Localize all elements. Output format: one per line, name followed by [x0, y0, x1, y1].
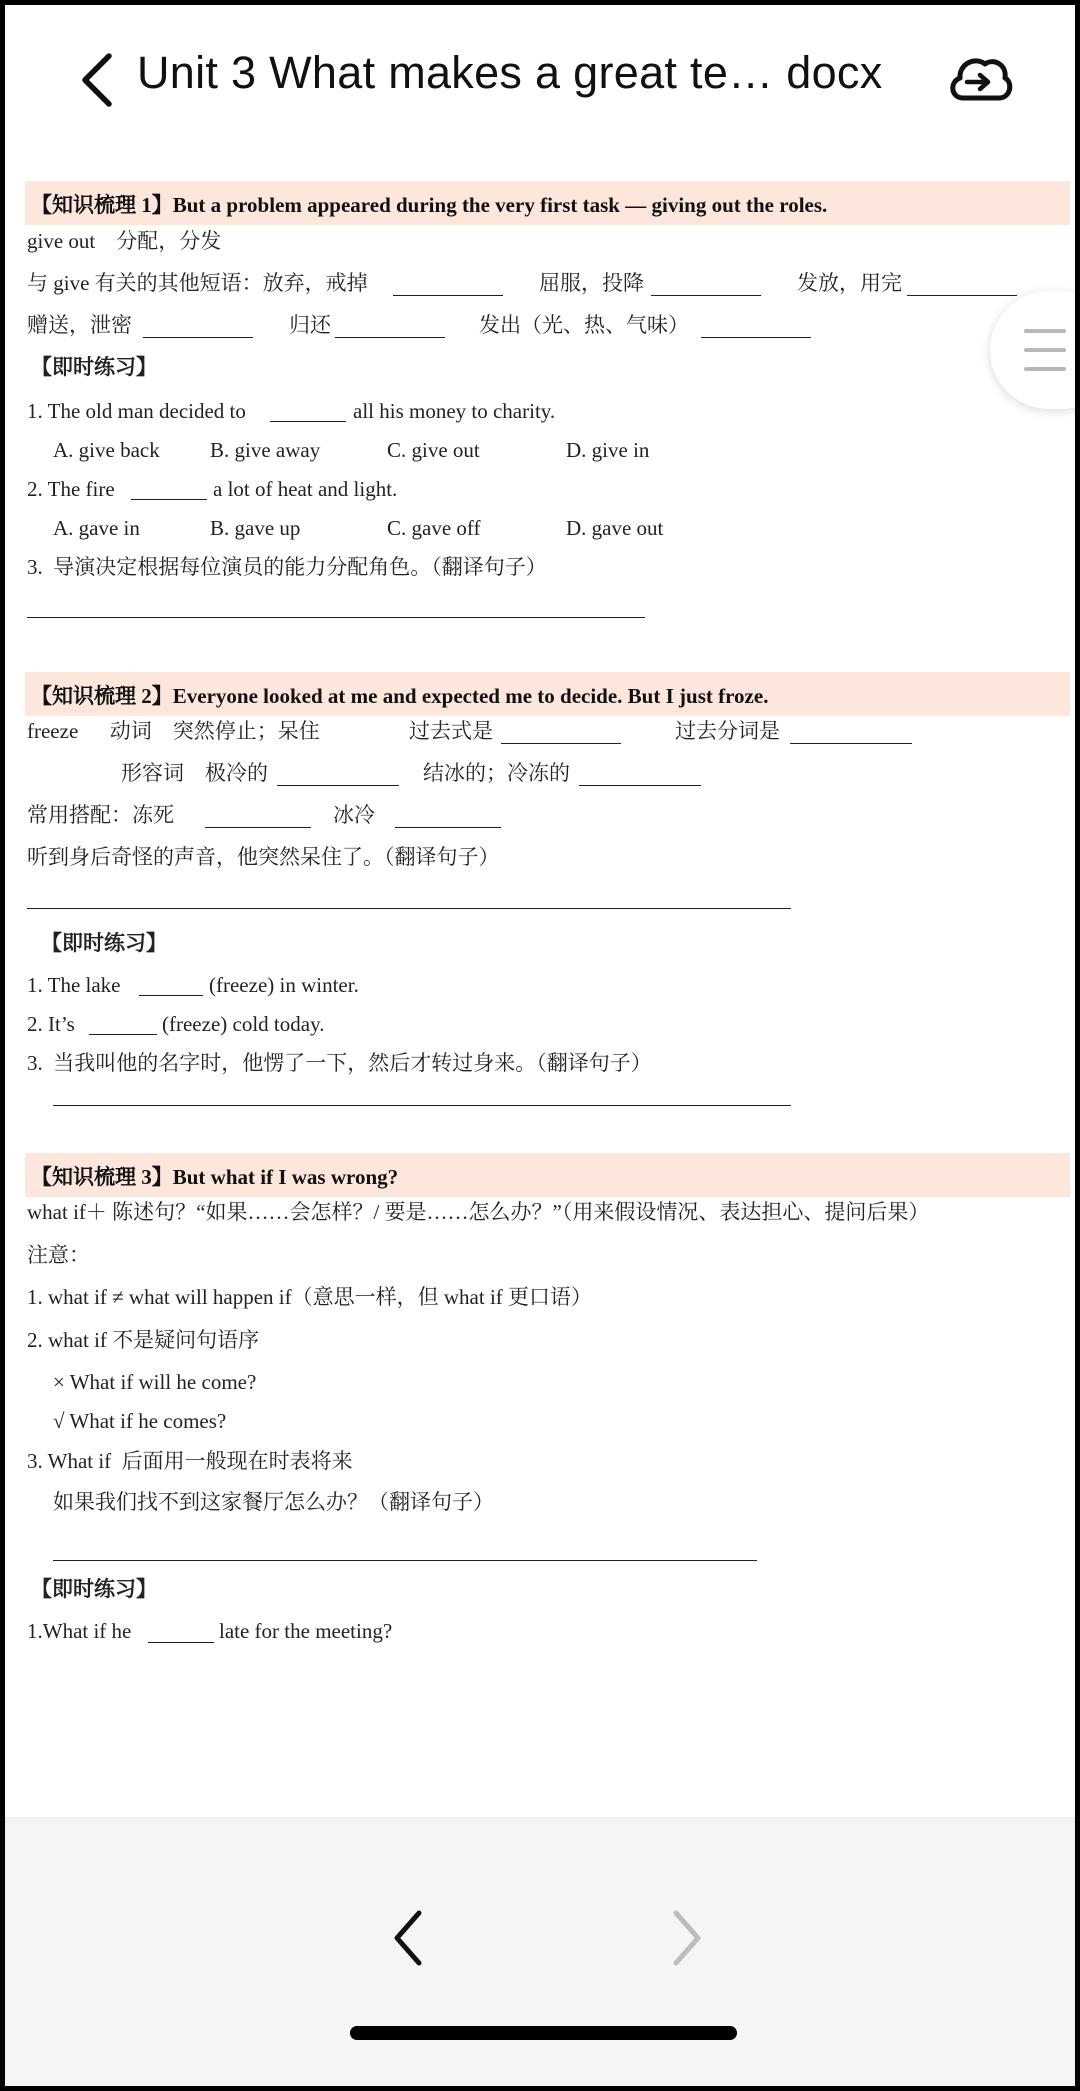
s1-q3-translate: 3. 导演决定根据每位演员的能力分配角色。（翻译句子） [27, 555, 547, 579]
s1-phrase-give-out: 发放，用完 [797, 271, 902, 295]
s1-q1-start: 1. The old man decided to [27, 399, 246, 423]
s1-related-phrases-label: 与 give 有关的其他短语：放弃，戒掉 [27, 271, 368, 295]
s3-q1-start: 1.What if he [27, 1619, 132, 1643]
blank-line [907, 295, 1017, 296]
blank-line [501, 743, 621, 744]
blank-line [651, 295, 761, 296]
blank-line [270, 421, 346, 422]
section-2-heading-band [25, 672, 1070, 716]
s2-adjective-label: 形容词 极冷的 [121, 761, 268, 785]
chevron-right-icon [660, 1903, 710, 1973]
cloud-upload-icon [945, 48, 1013, 112]
blank-line [579, 785, 701, 786]
s1-line-give-out: give out 分配，分发 [27, 229, 222, 253]
s3-note-3: 3. What if 后面用一般现在时表将来 [27, 1449, 353, 1473]
s1-q2-start: 2. The fire [27, 477, 115, 501]
s2-collocation-label: 常用搭配：冻死 [27, 803, 174, 827]
s3-right-example: √ What if he comes? [53, 1409, 227, 1433]
s1-q2-option-d: D. gave out [566, 516, 664, 540]
s1-phrase-give-away: 赠送，泄密 [27, 313, 132, 337]
s3-wrong-example: × What if will he come? [53, 1370, 257, 1394]
blank-line [205, 827, 311, 828]
chevron-left-icon [73, 50, 123, 110]
s1-phrase-give-back: 归还 [289, 313, 331, 337]
answer-line [27, 908, 791, 909]
document-page [5, 145, 1075, 1805]
s3-note-label: 注意： [27, 1243, 90, 1267]
s2-q2-start: 2. It’s [27, 1012, 75, 1036]
s1-q1-option-c: C. give out [387, 438, 480, 462]
s2-q3-translate: 3. 当我叫他的名字时，他愣了一下，然后才转过身来。（翻译句子） [27, 1051, 652, 1075]
s2-ice-cold-label: 冰冷 [333, 803, 375, 827]
s1-phrase-give-in: 屈服，投降 [539, 271, 644, 295]
blank-line [148, 1642, 214, 1643]
blank-line [335, 337, 445, 338]
document-title: Unit 3 What makes a great te… docx [137, 47, 883, 98]
blank-line [131, 499, 207, 500]
document-viewer [5, 5, 1075, 2086]
s1-q2-option-b: B. gave up [210, 516, 301, 540]
section-3-heading: 【知识梳理 3】But what if I was wrong? [31, 1165, 399, 1189]
blank-line [277, 785, 399, 786]
s2-past-participle-label: 过去分词是 [675, 719, 780, 743]
next-page-button[interactable] [660, 1903, 710, 1973]
s3-note-2: 2. what if 不是疑问句语序 [27, 1328, 260, 1352]
blank-line [393, 295, 503, 296]
blank-line [701, 337, 811, 338]
s1-practice-heading: 【即时练习】 [31, 355, 157, 379]
section-1-heading: 【知识梳理 1】But a problem appeared during the very first task — giving out the roles. [31, 193, 828, 217]
blank-line [395, 827, 501, 828]
s2-q1-end: (freeze) in winter. [209, 973, 359, 997]
bottom-nav-bar [5, 1823, 1075, 2086]
blank-line [139, 995, 203, 996]
s2-q2-end: (freeze) cold today. [162, 1012, 325, 1036]
s2-q1-start: 1. The lake [27, 973, 121, 997]
s2-translate-sentence: 听到身后奇怪的声音，他突然呆住了。（翻译句子） [27, 845, 500, 869]
s2-frozen-label: 结冰的；冷冻的 [423, 761, 570, 785]
s1-q1-option-d: D. give in [566, 438, 650, 462]
home-indicator [350, 2026, 737, 2040]
section-2-heading: 【知识梳理 2】Everyone looked at me and expected me to decide. But I just froze. [31, 684, 769, 708]
s2-freeze-verb: freeze 动词 突然停止；呆住 [27, 719, 320, 743]
s3-practice-heading: 【即时练习】 [31, 1577, 157, 1601]
back-button[interactable] [73, 50, 123, 110]
previous-page-button[interactable] [385, 1903, 435, 1973]
cloud-upload-button[interactable] [945, 48, 1013, 112]
s2-practice-heading: 【即时练习】 [41, 931, 167, 955]
blank-line [143, 337, 253, 338]
chevron-left-icon [385, 1903, 435, 1973]
s3-note-1: 1. what if ≠ what will happen if（意思一样，但 what if 更口语） [27, 1285, 593, 1309]
s3-translate-sentence: 如果我们找不到这家餐厅怎么办？（翻译句子） [53, 1490, 494, 1514]
answer-line [27, 617, 645, 618]
blank-line [89, 1034, 157, 1035]
section-3-heading-band [25, 1153, 1070, 1197]
section-1-heading-band [25, 181, 1070, 225]
s1-q1-option-a: A. give back [53, 438, 160, 462]
s2-past-tense-label: 过去式是 [409, 719, 493, 743]
s1-q2-end: a lot of heat and light. [213, 477, 398, 501]
s1-q2-option-c: C. gave off [387, 516, 481, 540]
s3-q1-end: late for the meeting? [219, 1619, 393, 1643]
answer-line [53, 1105, 791, 1106]
s1-phrase-give-off: 发出（光、热、气味） [479, 313, 689, 337]
s1-q1-end: all his money to charity. [353, 399, 556, 423]
header-bar [5, 5, 1075, 145]
s3-what-if-explanation: what if＋ 陈述句？“如果……会怎样？/ 要是……怎么办？”（用来假设情况、表达担心、提问后果） [27, 1200, 930, 1224]
answer-line [53, 1560, 757, 1561]
s1-q2-option-a: A. gave in [53, 516, 140, 540]
s1-q1-option-b: B. give away [210, 438, 321, 462]
blank-line [790, 743, 912, 744]
